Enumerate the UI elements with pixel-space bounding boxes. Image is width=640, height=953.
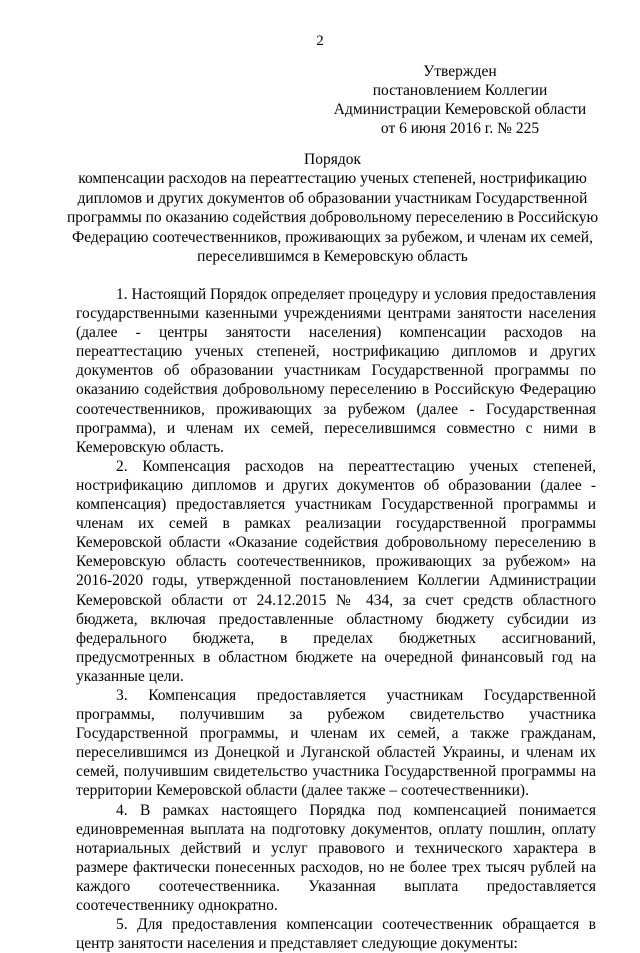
title-heading: Порядок	[304, 151, 361, 168]
approval-line: Утвержден	[423, 63, 497, 80]
paragraph-1: 1. Настоящий Порядок определяет процедуру и условия предоставления государственными казенными учреждениями центрами занятости населения (далее - центры занятости населения) компенсации расходов на переаттестацию ученых степеней, нострификацию дипломов и других документов об образовании участникам Государственной программы по оказанию содействия добровольному переселению в Российскую Федерацию соотечественников, проживающих за рубежом (далее - Государственная программа), и членам их семей, переселившимся совместно с ними в Кемеровскую область.	[76, 286, 596, 456]
approval-line: Администрации Кемеровской области	[333, 101, 587, 118]
approval-line: от 6 июня 2016 г. № 225	[380, 120, 540, 137]
page-number: 2	[316, 33, 324, 49]
title-line: программы по оказанию содействия добровольному переселению в Российскую	[66, 209, 599, 227]
title-line: компенсации расходов на переаттестацию ученых степеней, нострификацию	[78, 170, 587, 188]
title-line: Федерацию соотечественников, проживающих за рубежом, и членам их семей,	[72, 228, 593, 246]
title-line: дипломов и других документов об образовании участникам Государственной	[77, 189, 588, 207]
paragraph-2: 2. Компенсация расходов на переаттестацию ученых степеней, нострификацию дипломов и других документов об образовании (далее - компенсация) предоставляется участникам Государственной программы и членам их семей в рамках реализации государственной программы Кемеровской области «Оказание содействия добровольному переселению в Кемеровскую область соотечественников, проживающих за рубежом» на 2016-2020 годы, утвержденной постановлением Коллегии Администрации Кемеровской области от 24.12.2015 № 434, за счет средств областного бюджета, включая предоставленные областному бюджету субсидии из федерального бюджета, в пределах бюджетных ассигнований, предусмотренных в областном бюджете на очередной финансовый год на указанные цели.	[76, 457, 596, 685]
approval-block	[330, 62, 590, 138]
document-title	[60, 150, 605, 266]
title-line: переселившимся в Кемеровскую область	[197, 248, 468, 266]
paragraph-5: 5. Для предоставления компенсации соотечественник обращается в центр занятости населения и представляет следующие документы:	[76, 916, 596, 953]
paragraph-4: 4. В рамках настоящего Порядка под компенсацией понимается единовременная выплата на подготовку документов, оплату пошлин, оплату нотариальных действий и услуг правового и технического характера в размере фактически понесенных расходов, но не более трех тысяч рублей на каждого соотечественника. Указанная выплата предоставляется соотечественнику однократно.	[76, 801, 596, 914]
approval-line: постановлением Коллегии	[372, 82, 548, 99]
document-body	[76, 285, 596, 953]
paragraph-3: 3. Компенсация предоставляется участникам Государственной программы, получившим за рубежом свидетельство участника Государственной программы, и членам их семей, а также гражданам, переселившимся из Донецкой и Луганской областей Украины, и членам их семей, получившим свидетельство участника Государственной программы на территории Кемеровской области (далее также – соотечественники).	[76, 686, 596, 800]
